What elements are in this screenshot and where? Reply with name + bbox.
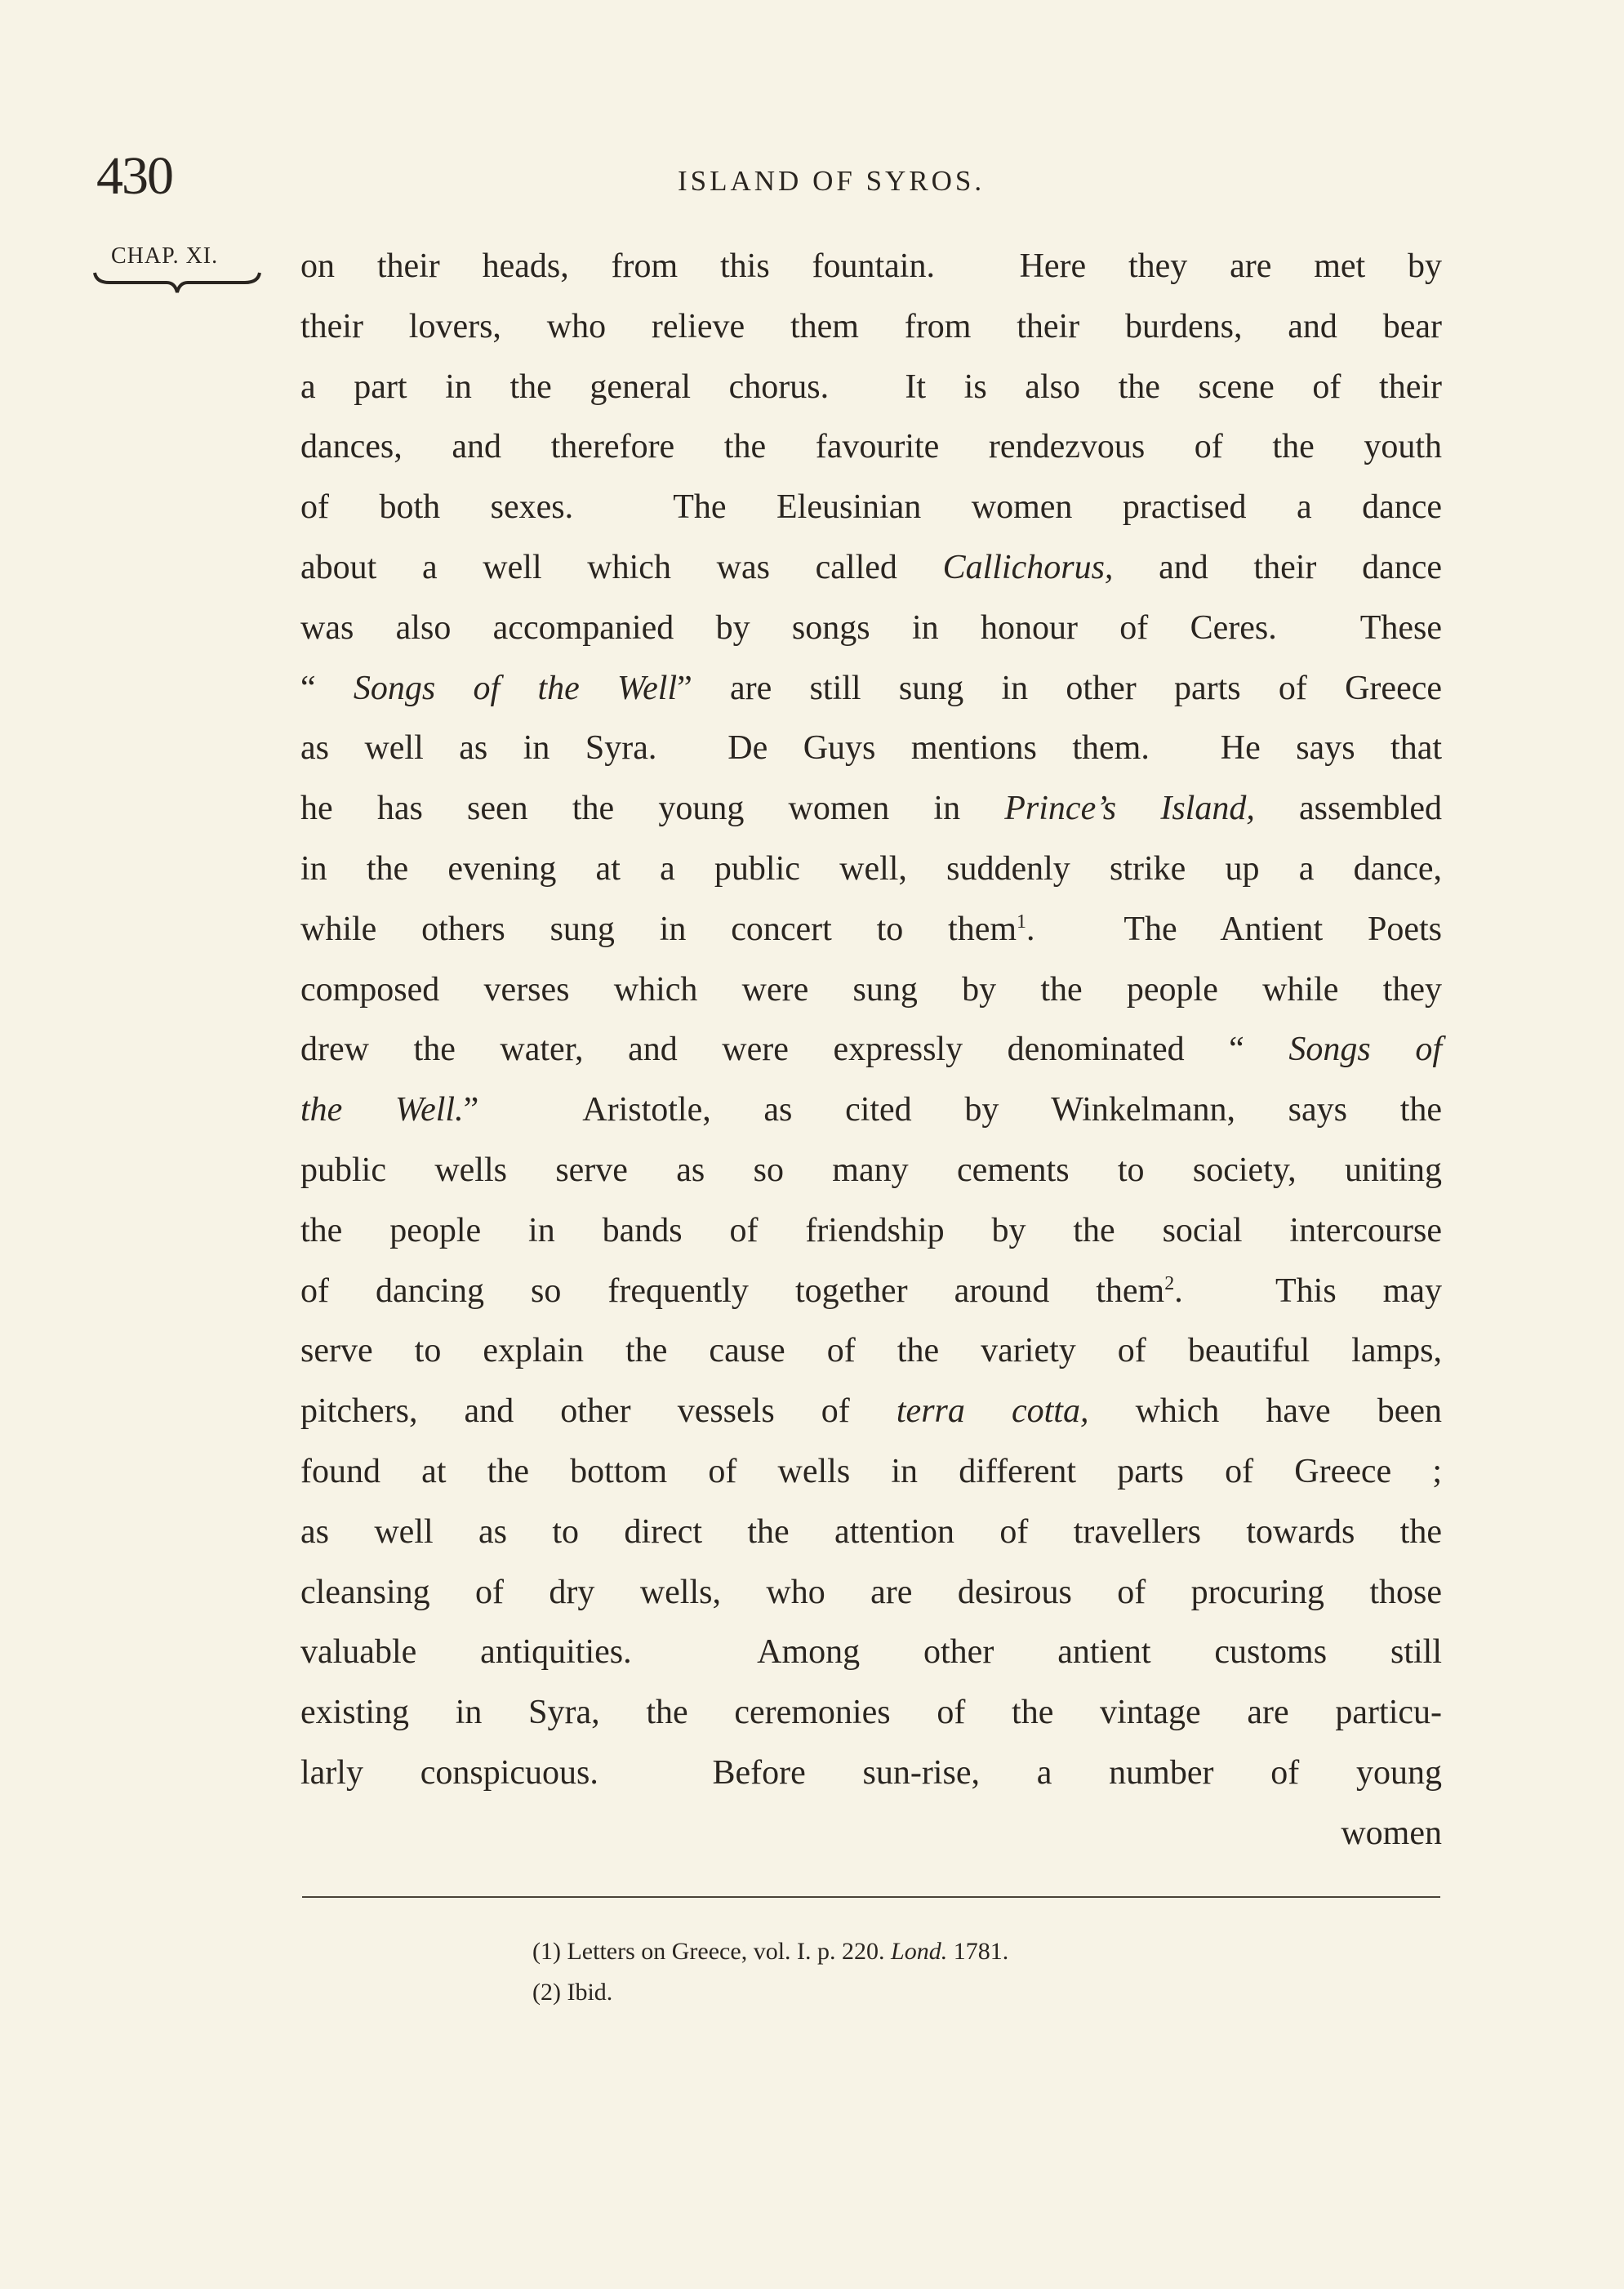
text-line-segment: as well as to direct the attention of travellers towards the — [300, 1512, 1442, 1551]
text-line-segment: 2 — [1164, 1272, 1175, 1294]
text-line-segment: serve to explain the cause of the variety of beautiful lamps, — [300, 1332, 1442, 1370]
text-line — [300, 659, 1442, 719]
footnote-segment: (2) Ibid. — [532, 1979, 613, 2006]
text-line — [300, 1201, 1442, 1262]
text-line-segment: cleansing of dry wells, who are desirous of procuring those — [300, 1573, 1442, 1611]
text-line-segment: . This may — [1174, 1271, 1442, 1310]
text-line-segment: which have been — [1088, 1392, 1442, 1431]
text-line — [300, 900, 1442, 960]
text-line-segment: 1 — [1017, 911, 1027, 933]
text-line-segment: a part in the general chorus. It is also the scene of their — [300, 367, 1442, 406]
text-line — [300, 960, 1442, 1021]
text-line-segment: their lovers, who relieve them from their burdens, and bear — [300, 307, 1442, 345]
brace-ornament — [91, 271, 263, 296]
footnote — [532, 1931, 1008, 1972]
text-line-segment: as well as in Syra. De Guys mentions them. He says that — [300, 729, 1442, 768]
text-line-segment: Songs of — [1288, 1031, 1442, 1069]
text-line-segment: terra cotta, — [896, 1392, 1089, 1431]
text-line-segment: pitchers, and other vessels of — [300, 1392, 897, 1431]
text-line-segment: found at the bottom of wells in different parts of Greece ; — [300, 1452, 1442, 1490]
text-line — [300, 839, 1442, 900]
text-line-segment: ” are still sung in other parts of Greece — [677, 669, 1442, 707]
text-line-segment: while others sung in concert to them — [300, 910, 1017, 948]
text-line — [300, 538, 1442, 599]
chapter-marker — [91, 243, 263, 296]
text-line — [300, 1743, 1442, 1804]
text-line-segment: valuable antiquities. Among other antient customs still — [300, 1633, 1442, 1672]
footnote — [532, 1972, 1008, 2013]
text-line — [300, 358, 1442, 418]
catchword: women — [1341, 1814, 1442, 1852]
footnote-segment: (1) Letters on Greece, vol. I. p. 220. — [532, 1938, 892, 1965]
text-line-segment: ” Aristotle, as cited by Winkelmann, says the — [463, 1091, 1442, 1129]
text-line-segment: assembled — [1254, 790, 1442, 828]
text-line — [300, 1321, 1442, 1382]
text-line-segment: Songs of the Well — [353, 669, 678, 707]
text-line-segment: about a well which was called — [300, 548, 943, 586]
text-line — [300, 1141, 1442, 1201]
text-line-segment: the Well. — [300, 1091, 464, 1129]
footnote-segment: 1781. — [947, 1938, 1009, 1965]
text-line — [300, 237, 1442, 297]
text-line — [300, 719, 1442, 779]
text-line — [300, 779, 1442, 839]
text-line-segment: existing in Syra, the ceremonies of the vintage are particu- — [300, 1694, 1442, 1732]
text-line-segment: of both sexes. The Eleusinian women practised a dance — [300, 488, 1442, 527]
text-line-segment: on their heads, from this fountain. Here they are met by — [300, 247, 1442, 285]
text-line-segment: the people in bands of friendship by the social intercourse — [300, 1211, 1442, 1249]
text-line-segment: Prince’s Island, — [1004, 790, 1255, 828]
text-line — [300, 1262, 1442, 1322]
text-line-segment: and their dance — [1113, 548, 1442, 586]
text-line-segment: Callichorus, — [942, 548, 1114, 586]
body-text — [300, 237, 1442, 1864]
text-line-segment: . The Antient Poets — [1026, 910, 1442, 948]
chapter-label: CHAP. XI. — [111, 243, 219, 269]
text-line — [300, 599, 1442, 659]
footnote-segment: Lond. — [891, 1938, 948, 1965]
text-line — [300, 1442, 1442, 1503]
text-line-segment: composed verses which were sung by the people while they — [300, 970, 1442, 1009]
text-line — [300, 1683, 1442, 1743]
text-line — [300, 1503, 1442, 1563]
text-line-segment: was also accompanied by songs in honour of Ceres. These — [300, 608, 1442, 647]
text-line — [300, 478, 1442, 538]
text-line — [300, 1080, 1442, 1141]
text-line-segment: he has seen the young women in — [300, 790, 1005, 828]
footnote-rule — [302, 1896, 1440, 1898]
text-line — [300, 297, 1442, 358]
text-line — [300, 1382, 1442, 1442]
page-number: 430 — [96, 146, 172, 206]
footnotes — [532, 1931, 1008, 2013]
text-line-segment: public wells serve as so many cements to society, uniting — [300, 1151, 1442, 1189]
text-line-segment: “ — [300, 669, 354, 707]
text-line-segment: dances, and therefore the favourite rendezvous of the youth — [300, 428, 1442, 466]
text-line — [300, 1020, 1442, 1080]
text-line-segment: in the evening at a public well, suddenly strike up a dance, — [300, 849, 1442, 888]
text-line — [300, 417, 1442, 478]
text-line-segment: of dancing so frequently together around them — [300, 1271, 1165, 1310]
text-line — [300, 1623, 1442, 1683]
text-line-segment: larly conspicuous. Before sun-rise, a number of young — [300, 1753, 1442, 1792]
text-line-segment: drew the water, and were expressly denominated “ — [300, 1031, 1289, 1069]
text-line — [300, 1563, 1442, 1623]
running-title: ISLAND OF SYROS. — [678, 165, 986, 197]
